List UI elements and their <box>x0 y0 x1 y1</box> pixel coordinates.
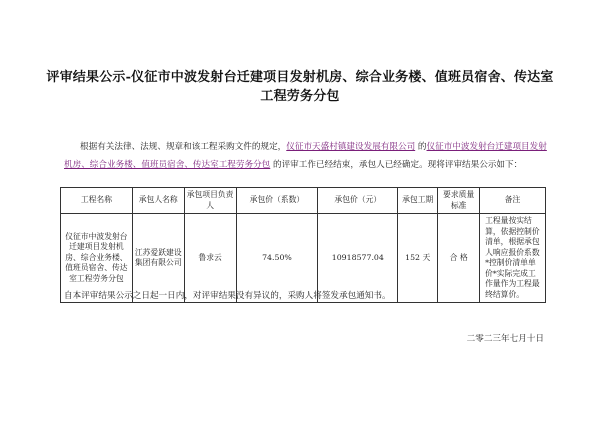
cell-manager: 鲁求云 <box>184 214 236 303</box>
intro-text-3: 的评审工作已经结束，承包人已经确定。现将评审结果公示如下： <box>270 160 523 170</box>
intro-paragraph <box>64 138 552 174</box>
title-line-2: 工程劳务分包 <box>260 89 340 104</box>
header-remark: 备注 <box>480 188 546 214</box>
result-table <box>60 187 546 303</box>
header-quality: 要求质量标准 <box>438 188 480 214</box>
intro-text-1: 根据有关法律、法规、规章和该工程采购文件的规定， <box>80 142 287 152</box>
cell-remark: 工程量按实结算，依据控制价清单，根据承包人响应报价系数*控制价清单单价*实际完成工作量作为工程最终结算价。 <box>480 214 546 303</box>
cell-duration: 152 天 <box>398 214 438 303</box>
header-duration: 承包工期 <box>398 188 438 214</box>
notice-title <box>40 68 560 106</box>
footer-note: 自本评审结果公示之日起一日内，对评审结果没有异议的，采购人将签发承包通知书。 <box>64 291 391 301</box>
company-name: 仪征市天盛村镇建设发展有限公司 <box>286 142 416 152</box>
intro-text-2: 的 <box>415 142 427 152</box>
project-name-link: 仪征市中波发射台迁建项目发射机房、综合业务楼、值班员宿舍、传达室工程劳务分包 <box>64 142 547 170</box>
cell-project-name: 仪征市中波发射台迁建项目发射机房、综合业务楼、值班员宿舍、传达室工程劳务分包 <box>61 214 133 303</box>
cell-contractor: 江苏爱跃建设集团有限公司 <box>132 214 184 303</box>
header-manager: 承包项目负责人 <box>184 188 236 214</box>
header-price: 承包价（元） <box>318 188 398 214</box>
cell-quality: 合 格 <box>438 214 480 303</box>
header-contractor: 承包人名称 <box>132 188 184 214</box>
cell-price: 10918577.04 <box>318 214 398 303</box>
table-header-row <box>61 188 546 214</box>
notice-date: 二零二三年七月十日 <box>466 334 544 344</box>
header-coefficient: 承包价（系数） <box>236 188 318 214</box>
header-project-name: 工程名称 <box>61 188 133 214</box>
title-line-1: 评审结果公示-仪征市中波发射台迁建项目发射机房、综合业务楼、值班员宿舍、传达室 <box>46 70 554 85</box>
cell-coefficient: 74.50% <box>236 214 318 303</box>
